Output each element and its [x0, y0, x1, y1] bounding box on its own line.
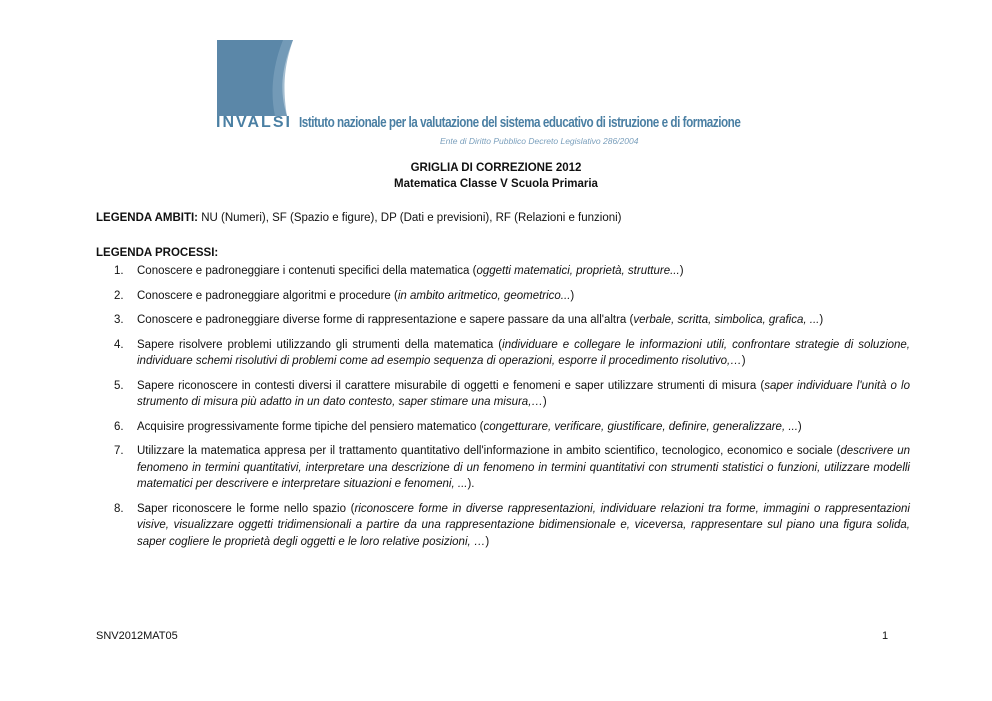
- item-number: 2.: [114, 289, 124, 302]
- item-number: 6.: [114, 420, 124, 433]
- item-examples: individuare e collegare le informazioni utili, confrontare strategie di soluzione, individuare schemi risolutivi di problemi come ad esempio sequenza di operazioni, esporre il procedimento risolutivo,…: [137, 338, 911, 367]
- logo-brand: INVALSI: [216, 114, 292, 131]
- item-examples: descrivere un fenomeno in termini quantitativi, interpretare una descrizione di un fenomeno in termini quantitativi con strumenti statistici o funzioni, utilizzare modelli matematici per descrivere e interpretare situazioni e fenomeni, ...: [137, 445, 910, 490]
- item-end: ): [797, 420, 802, 433]
- item-number: 5.: [114, 379, 124, 392]
- item-examples: saper individuare l'unità o lo strumento di misura più adatto in un dato contesto, saper stimare una misura,…: [137, 379, 910, 408]
- item-examples: verbale, scritta, simbolica, grafica, ...: [633, 314, 820, 326]
- item-end: ): [485, 535, 490, 548]
- logo-tagline: Istituto nazionale per la valutazione del sistema educativo di istruzione e di formazione: [299, 114, 741, 131]
- item-number: 4.: [114, 338, 124, 351]
- list-item: [96, 337, 910, 370]
- item-text: Sapere risolvere problemi utilizzando gli strumenti della matematica (: [137, 338, 503, 351]
- item-number: 3.: [114, 314, 124, 326]
- item-end: ): [741, 355, 746, 367]
- item-examples: oggetti matematici, proprietà, strutture...: [476, 265, 680, 277]
- legenda-ambiti-label: LEGENDA AMBITI:: [96, 212, 199, 224]
- item-examples: in ambito aritmetico, geometrico...: [397, 289, 571, 302]
- legenda-ambiti: [96, 212, 622, 224]
- processi-list: [96, 263, 910, 558]
- logo-subtitle: Ente di Diritto Pubblico Decreto Legislativo 286/2004: [440, 136, 639, 146]
- item-end: ): [542, 396, 547, 408]
- item-examples: congetturare, verificare, giustificare, definire, generalizzare, ...: [483, 420, 798, 433]
- item-end: ): [570, 289, 575, 302]
- legenda-processi-label: LEGENDA PROCESSI:: [96, 247, 219, 259]
- item-text: Conoscere e padroneggiare i contenuti specifici della matematica (: [137, 265, 477, 277]
- list-item: [96, 312, 910, 329]
- item-number: 8.: [114, 502, 124, 515]
- item-end: ).: [467, 478, 475, 490]
- legenda-ambiti-text: NU (Numeri), SF (Spazio e figure), DP (Dati e previsioni), RF (Relazioni e funzioni): [198, 212, 622, 224]
- item-text: Acquisire progressivamente forme tipiche del pensiero matematico (: [137, 420, 484, 433]
- item-number: 1.: [114, 265, 124, 277]
- item-end: ): [679, 265, 684, 277]
- document-subtitle: Matematica Classe V Scuola Primaria: [394, 178, 598, 190]
- item-number: 7.: [114, 445, 124, 457]
- list-item: [96, 288, 910, 305]
- list-item: [96, 501, 910, 551]
- list-item: [96, 263, 910, 280]
- item-examples: riconoscere forme in diverse rappresentazioni, individuare relazioni tra forme, immagini o rappresentazioni visive, visualizzare oggetti tridimensionali a partire da una rappresentazione bidimensionale e, viceversa, rappresentare sul piano una figura solida, saper cogliere le proprietà degli oggetti e le loro relative posizioni, …: [137, 502, 910, 548]
- item-text: Saper riconoscere le forme nello spazio (: [137, 502, 355, 515]
- item-text: Conoscere e padroneggiare algoritmi e procedure (: [137, 289, 398, 302]
- invalsi-logo-icon: [217, 40, 293, 116]
- page-number: 1: [882, 630, 889, 642]
- item-end: ): [819, 314, 824, 326]
- list-item: [96, 443, 910, 493]
- document-title: GRIGLIA DI CORREZIONE 2012: [410, 162, 582, 174]
- document-code: SNV2012MAT05: [96, 630, 178, 642]
- item-text: Sapere riconoscere in contesti diversi il carattere misurabile di oggetti e fenomeni e saper utilizzare strumenti di misura (: [137, 379, 765, 392]
- list-item: [96, 378, 910, 411]
- item-text: Conoscere e padroneggiare diverse forme di rappresentazione e sapere passare da una all'altra (: [137, 314, 634, 326]
- list-item: [96, 419, 910, 436]
- item-text: Utilizzare la matematica appresa per il trattamento quantitativo dell'informazione in ambito scientifico, tecnologico, economico e sociale (: [137, 445, 841, 457]
